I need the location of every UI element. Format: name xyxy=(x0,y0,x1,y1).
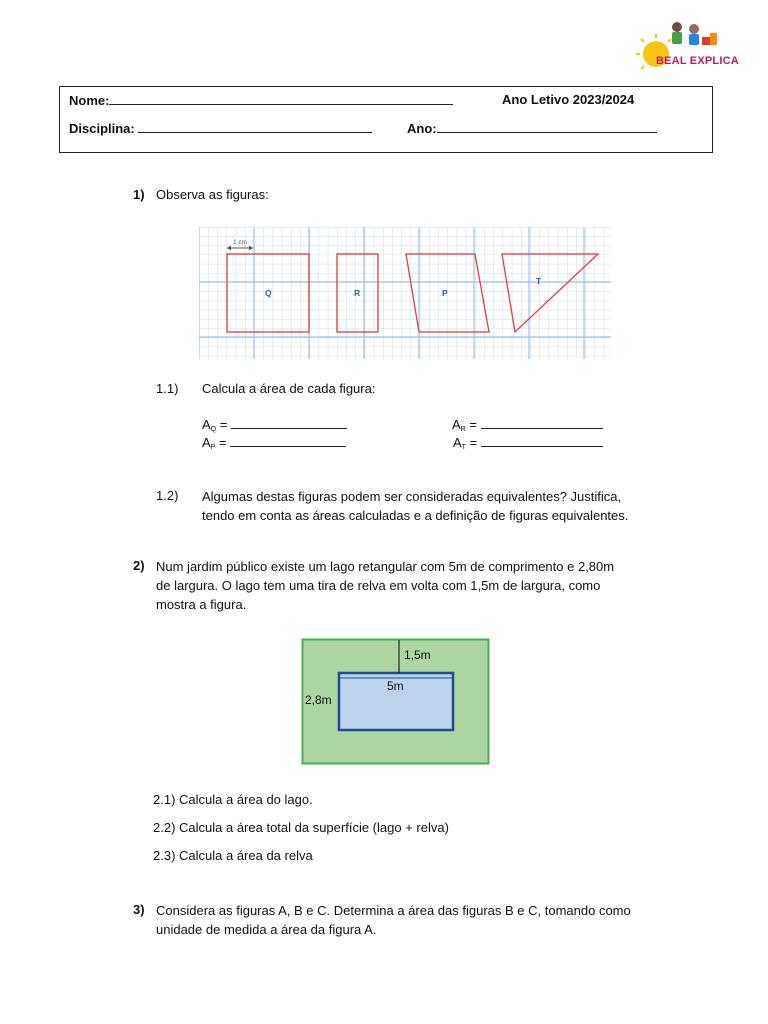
grade-blank[interactable] xyxy=(437,120,657,133)
q1-number: 1) xyxy=(133,187,145,202)
q1-text: Observa as figuras: xyxy=(156,187,269,202)
length-label: 5m xyxy=(387,679,404,693)
grid-figure xyxy=(199,227,611,359)
q1-1-number: 1.1) xyxy=(156,381,179,396)
figure-r-label: R xyxy=(354,288,361,298)
name-label: Nome: xyxy=(69,93,110,108)
answer-aq[interactable]: $A_Q$ = xyxy=(202,416,347,433)
school-year: Ano Letivo 2023/2024 xyxy=(502,92,635,107)
subject-blank[interactable] xyxy=(138,120,372,133)
strip-label: 1,5m xyxy=(404,648,431,662)
figure-q-label: Q xyxy=(265,288,272,298)
name-blank[interactable] xyxy=(109,92,453,105)
answer-ap-blank[interactable] xyxy=(230,434,346,447)
q2-text: Num jardim público existe um lago retangular com 5m de comprimento e 2,80m de largura. O lago tem uma tira de relva em volta com 1,5m de largura, como mostra a figura. xyxy=(156,559,615,612)
kids-icon xyxy=(672,22,717,45)
logo-graphic xyxy=(632,18,736,80)
answer-ar[interactable]: $A_R$ = xyxy=(452,416,603,433)
q1-2-text: Algumas destas figuras podem ser consideradas equivalentes? Justifica, tendo em conta as áreas calculadas e a definição de figuras equivalentes. xyxy=(202,489,629,523)
grade-field[interactable] xyxy=(407,120,657,136)
header-box xyxy=(59,86,713,153)
q1-1-text: Calcula a área de cada figura: xyxy=(202,381,376,396)
name-field[interactable] xyxy=(69,92,453,108)
figure-t-label: T xyxy=(536,276,542,286)
lake-diagram xyxy=(301,638,490,765)
answer-ap[interactable]: $A_P$ = xyxy=(202,434,346,451)
answer-at-blank[interactable] xyxy=(481,434,603,447)
q3-number: 3) xyxy=(133,902,145,917)
q3-text: Considera as figuras A, B e C. Determina a área das figuras B e C, tomando como unidade de medida a área da figura A. xyxy=(156,903,631,937)
answer-aq-blank[interactable] xyxy=(231,416,347,429)
q2-2-text: 2.2) Calcula a área total da superfície (lago + relva) xyxy=(153,820,449,835)
answer-ar-blank[interactable] xyxy=(481,416,603,429)
grid-background xyxy=(199,227,611,359)
subject-field[interactable] xyxy=(69,120,372,136)
logo-text: BEAL EXPLICA xyxy=(656,55,739,67)
unit-label: 1 cm xyxy=(233,239,248,246)
q2-number: 2) xyxy=(133,558,145,573)
q1-2-number: 1.2) xyxy=(156,488,179,503)
logo xyxy=(632,18,739,80)
subject-label: Disciplina: xyxy=(69,121,135,136)
grade-label: Ano: xyxy=(407,121,437,136)
q2-3-text: 2.3) Calcula a área da relva xyxy=(153,848,313,863)
figure-p-label: P xyxy=(442,288,448,298)
q2-1-text: 2.1) Calcula a área do lago. xyxy=(153,792,313,807)
width-label: 2,8m xyxy=(305,693,332,707)
answer-at[interactable]: $A_T$ = xyxy=(453,434,603,451)
